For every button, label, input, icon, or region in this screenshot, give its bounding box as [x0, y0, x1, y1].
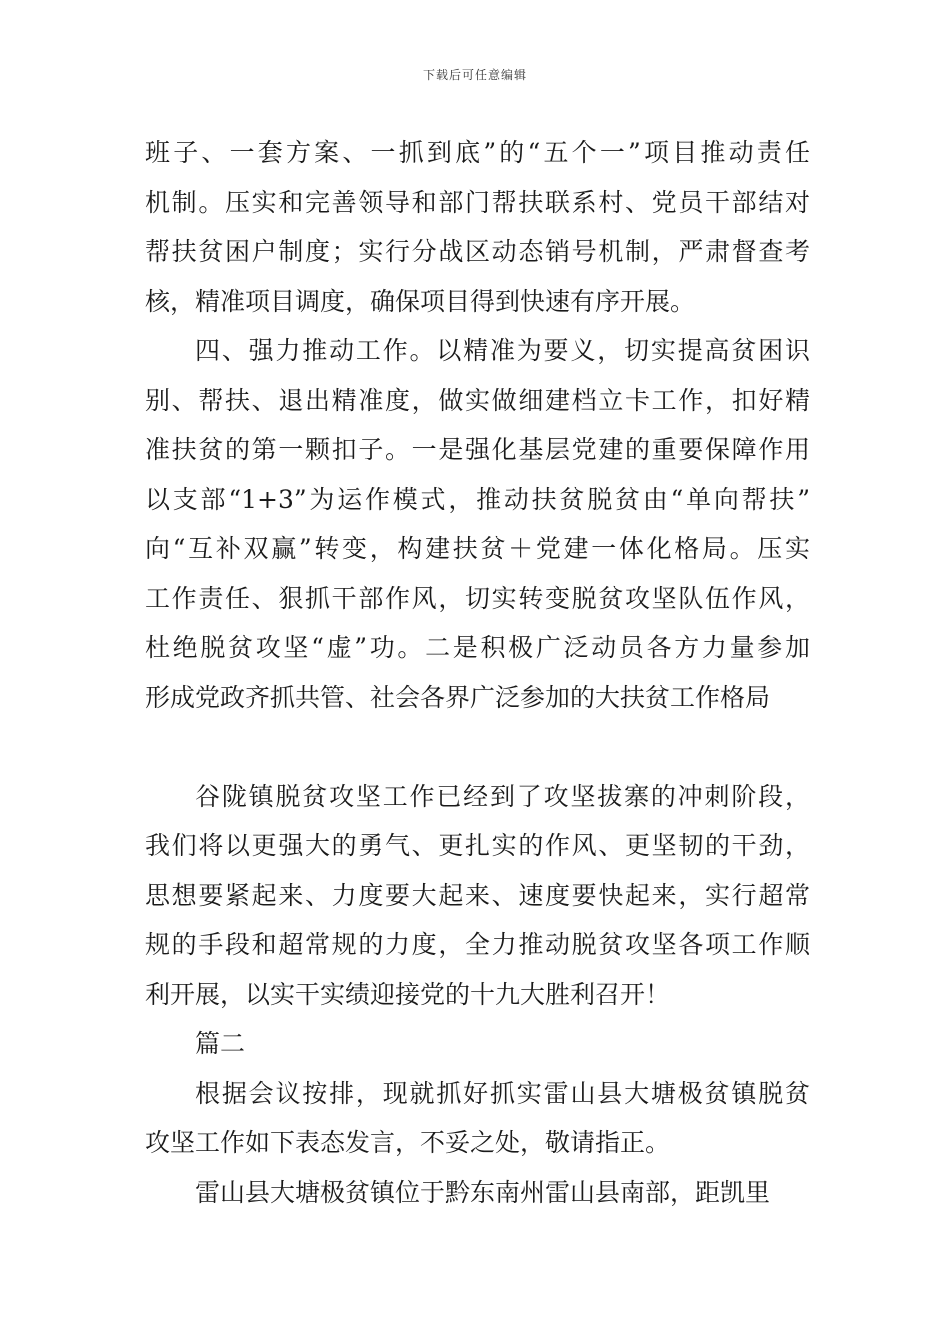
text-line: 以支部“1+3”为运作模式，推动扶贫脱贫由“单向帮扶” [145, 484, 810, 514]
paragraph [145, 1069, 810, 1168]
text-line: 雷山县大塘极贫镇位于黔东南州雷山县南部，距凯里 [195, 1177, 771, 1207]
text-line: 向“互补双赢”转变，构建扶贫＋党建一体化格局。压实 [145, 534, 810, 563]
text-line: 形成党政齐抓共管、社会各界广泛参加的大扶贫工作格局 [145, 682, 771, 712]
text-line: 攻坚工作如下表态发言，不妥之处，敬请指正。 [145, 1128, 671, 1157]
document-body [145, 128, 810, 1217]
text-line: 帮扶贫困户制度；实行分战区动态销号机制，严肃督查考 [145, 237, 810, 266]
text-line: 谷陇镇脱贫攻坚工作已经到了攻坚拔寨的冲刺阶段， [195, 781, 810, 811]
text-line: 别、帮扶、退出精准度，做实做细建档立卡工作，扣好精 [145, 385, 810, 415]
paragraph-gap [145, 722, 810, 772]
text-line: 工作责任、狠抓干部作风，切实转变脱贫攻坚队伍作风， [145, 583, 810, 613]
text-line: 四、强力推动工作。以精准为要义，切实提高贫困识 [195, 336, 810, 365]
paragraph [145, 1168, 810, 1218]
text-line: 规的手段和超常规的力度，全力推动脱贫攻坚各项工作顺 [145, 930, 810, 959]
text-line: 班子、一套方案、一抓到底”的“五个一”项目推动责任 [145, 138, 810, 167]
page-header: 下载后可任意编辑 [422, 68, 527, 82]
text-line: 篇二 [195, 1029, 246, 1058]
text-line: 杜绝脱贫攻坚“虚”功。二是积极广泛动员各方力量参加 [145, 633, 810, 662]
paragraph [145, 326, 810, 722]
text-line: 根据会议按排，现就抓好抓实雷山县大塘极贫镇脱贫 [195, 1078, 810, 1108]
text-line: 核，精准项目调度，确保项目得到快速有序开展。 [145, 286, 696, 316]
paragraph [145, 772, 810, 1020]
text-line: 准扶贫的第一颗扣子。一是强化基层党建的重要保障作用 [145, 435, 810, 464]
text-line: 思想要紧起来、力度要大起来、速度要快起来，实行超常 [145, 880, 810, 910]
text-line: 我们将以更强大的勇气、更扎实的作风、更坚韧的干劲， [145, 831, 810, 860]
text-line: 机制。压实和完善领导和部门帮扶联系村、党员干部结对 [145, 187, 810, 217]
text-line: 利开展，以实干实绩迎接党的十九大胜利召开！ [145, 979, 671, 1009]
paragraph [145, 128, 810, 326]
paragraph [145, 1019, 810, 1069]
